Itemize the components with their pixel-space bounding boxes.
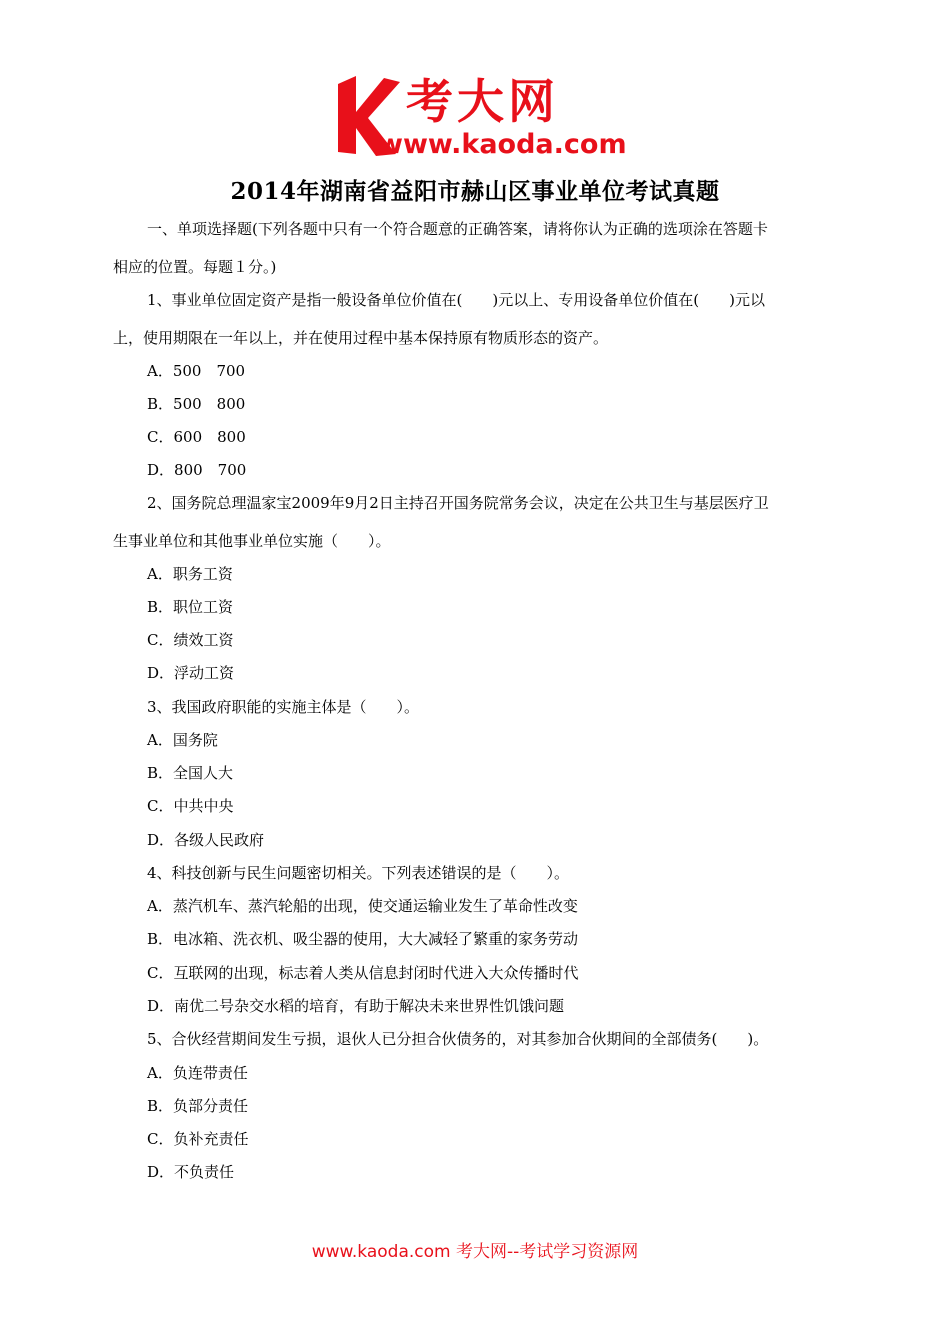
question-5-option-a: A．负连带责任 [147,1064,248,1082]
logo-brand-url[interactable]: www.kaoda.com [378,129,627,160]
question-4-option-b: B．电冰箱、洗衣机、吸尘器的使用，大大减轻了繁重的家务劳动 [147,930,579,948]
question-2-option-b: B．职位工资 [147,598,234,616]
question-1-option-c: C．600 800 [147,428,246,446]
question-3-stem: 3、我国政府职能的实施主体是（ ）。 [147,698,420,716]
section-intro-line-1: 一、单项选择题(下列各题中只有一个符合题意的正确答案，请将你认为正确的选项涂在答题卡 [147,220,768,238]
footer-site-link[interactable]: www.kaoda.com 考大网--考试学习资源网 [311,1242,639,1262]
question-5-option-c: C．负补充责任 [147,1130,249,1148]
question-5-option-d: D．不负责任 [147,1163,235,1181]
question-1-stem-line-2: 上，使用期限在一年以上，并在使用过程中基本保持原有物质形态的资产。 [113,329,609,347]
question-2-stem-line-2: 生事业单位和其他事业单位实施（ ）。 [113,532,391,550]
question-3-option-c: C．中共中央 [147,797,234,815]
question-1-stem-line-1: 1、事业单位固定资产是指一般设备单位价值在( )元以上、专用设备单位价值在( )元以 [147,291,765,309]
question-1-option-d: D．800 700 [147,461,247,479]
question-4-option-c: C．互联网的出现，标志着人类从信息封闭时代进入大众传播时代 [147,964,579,982]
logo-brand-name: 考大网 [406,75,559,130]
question-1-option-a: A．500 700 [147,362,246,380]
question-2-option-a: A．职务工资 [147,565,233,583]
question-1-option-b: B．500 800 [147,395,246,413]
question-3-option-a: A．国务院 [147,731,218,749]
question-3-option-d: D．各级人民政府 [147,831,265,849]
question-5-option-b: B．负部分责任 [147,1097,249,1115]
question-3-option-b: B．全国人大 [147,764,234,782]
question-2-stem-line-1: 2、国务院总理温家宝2009年9月2日主持召开国务院常务会议，决定在公共卫生与基层医疗卫 [147,494,769,512]
question-2-option-d: D．浮动工资 [147,664,235,682]
site-logo [332,72,662,168]
question-5-stem: 5、合伙经营期间发生亏损，退伙人已分担合伙债务的，对其参加合伙期间的全部债务( )。 [147,1030,769,1048]
question-4-option-a: A．蒸汽机车、蒸汽轮船的出现，使交通运输业发生了革命性改变 [147,897,578,915]
question-4-option-d: D．南优二号杂交水稻的培育，有助于解决未来世界性饥饿问题 [147,997,565,1015]
question-2-option-c: C．绩效工资 [147,631,234,649]
document-title: 2014年湖南省益阳市赫山区事业单位考试真题 [230,178,720,205]
question-4-stem: 4、科技创新与民生问题密切相关。下列表述错误的是（ ）。 [147,864,570,882]
section-intro-line-2: 相应的位置。每题１分。) [113,258,277,276]
